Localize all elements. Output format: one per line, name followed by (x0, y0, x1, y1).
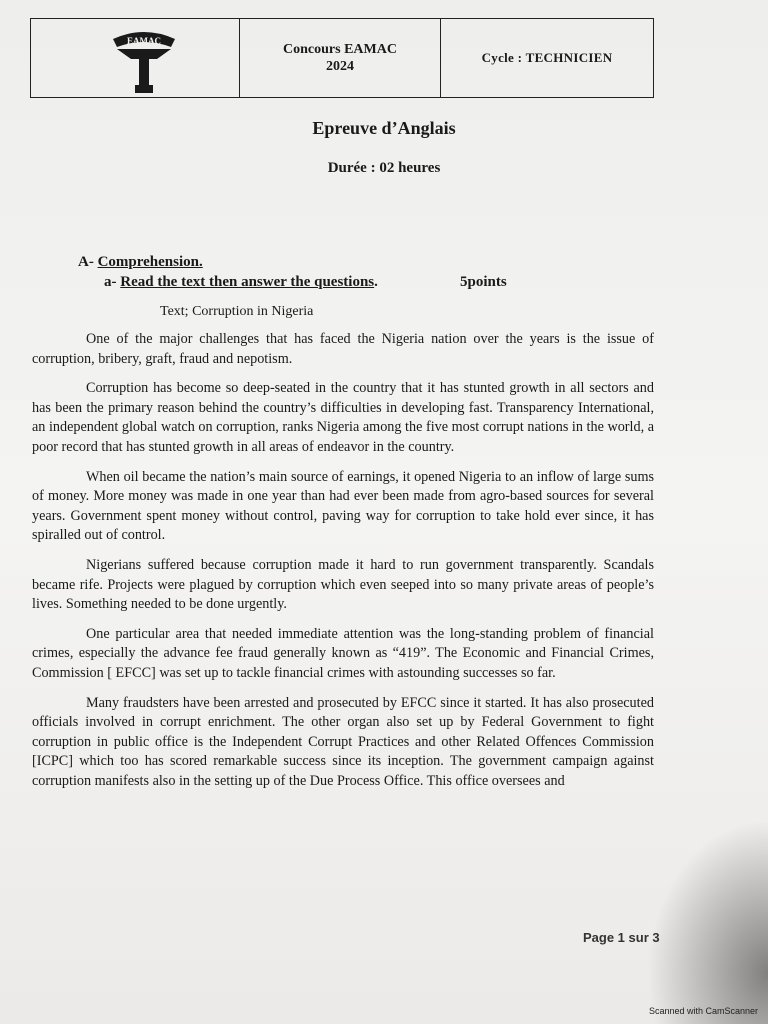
section-a-instruction (104, 274, 378, 291)
eamac-logo-icon (109, 25, 179, 95)
concours-label: Concours EAMAC (283, 42, 397, 57)
cycle-cell (441, 19, 653, 97)
points-label: 5points (460, 274, 507, 290)
section-a-title: Comprehension. (97, 254, 203, 270)
exam-title: Epreuve d’Anglais (312, 118, 456, 138)
paragraph: One particular area that needed immediate attention was the long-standing problem of financial crimes, especially the advance fee fraud generally known as “419”. The Economic and Financial Crimes, Commission [ EFCC] was set up to tackle financial crimes with astounding successes so far. (32, 625, 654, 681)
instruction-text: Read the text then answer the questions (120, 274, 375, 290)
page-number: Page 1 sur 3 (583, 930, 660, 945)
paragraph: Nigerians suffered because corruption made it hard to run government transparently. Scandals became rife. Projects were plagued by corruption which even seeped into so many private areas of people’s lives. Something needed to be done urgently. (32, 556, 654, 613)
exam-duration: Durée : 02 heures (327, 160, 441, 176)
concours-cell (240, 19, 441, 97)
section-a-heading (78, 254, 203, 271)
instruction-label: a- (104, 274, 117, 290)
paragraph: One of the major challenges that has faced the Nigeria nation over the years is the issue of corruption, bribery, graft, fraud and nepotism. (32, 331, 654, 367)
header-table (30, 18, 654, 98)
section-a-label: A- (78, 254, 94, 270)
paragraph: Corruption has become so deep-seated in the country that it has stunted growth in all sectors and has been the primary reason behind the country’s difficulties in developing fast. Transparency International, an independent global watch on corruption, ranks Nigeria among the five most corrupt nations in the world, a poor record that has stunted growth in all areas of endeavor in the country. (32, 380, 654, 455)
scanner-watermark: Scanned with CamScanner (648, 1006, 758, 1016)
logo-cell (31, 19, 240, 97)
passage-body (32, 330, 654, 801)
instruction-period: . (374, 274, 378, 290)
paragraph: Many fraudsters have been arrested and prosecuted by EFCC since it started. It has also prosecuted officials involved in corrupt enrichment. The other organ also set up by Federal Government to fight corruption in public office is the Independent Corrupt Practices and other Related Offences Commission [ICPC] which too has scored remarkable success since its inception. The government campaign against corruption manifests also in the setting up of the Due Process Office. This office oversees and (32, 694, 654, 789)
cycle-label: Cycle : TECHNICIEN (481, 50, 613, 65)
concours-year: 2024 (326, 59, 354, 74)
paragraph: When oil became the nation’s main source of earnings, it opened Nigeria to an inflow of large sums of money. More money was made in one year than had ever been made from agro-based sources for several years. Government spent money without control, paving way for corruption to take hold ever since, it has spiralled out of control. (32, 468, 654, 544)
text-title: Text; Corruption in Nigeria (160, 304, 314, 319)
logo-text: EAMAC (127, 36, 161, 46)
